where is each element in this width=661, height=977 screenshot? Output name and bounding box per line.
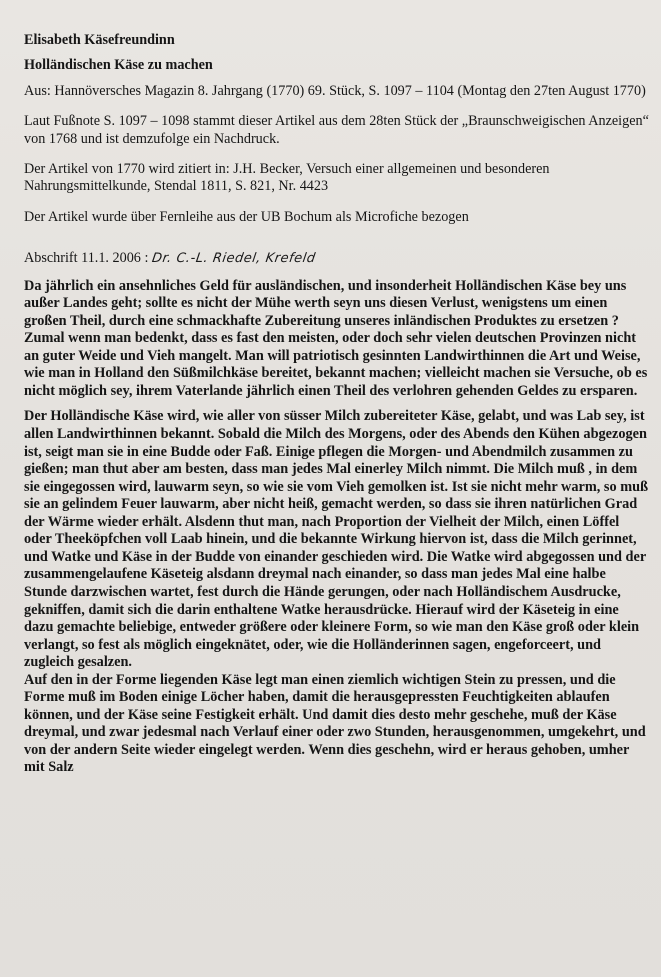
body-paragraph-1: Da jährlich ein ansehnliches Geld für ausländischen, und insonderheit Holländischen Käse bey uns außer Landes geht; sollte es nicht der Mühe werth seyn uns diesen Verlust, wenigstens um einen großen Theil, durch eine schmackhafte Zubereitung unseres inländischen Produktes zu ersetzen ? [24,277,627,329]
body-paragraph-3: Der Holländische Käse wird, wie aller von süsser Milch zubereiteter Käse, gelabt, und was Lab sey, ist allen Landwirthinnen bekannt. Sobald die Milch des Morgens, oder des Abends den Kühen abgezogen ist, seigt man sie in eine Budde oder Faß. Einige pflegen die Morgen- und Abendmilch zusammen zu gießen; man thut aber am besten, dass man jedes Mal einerley Milch nimmt. Die Milch muß , in dem sie eingegossen wird, lauwarm seyn, so wie sie vom Vieh gemolken ist. Ist sie nicht mehr warm, so muß sie an gelindem Feuer lauwarm, aber nicht heiß, gemacht werden, so dass sie ihren natürlichen Grad der Wärme wieder erhält. Alsdenn thut man, nach Proportion der Vielheit der Milch, einen Löffel oder Theeköpfchen voll Laab hinein, und die bekannte Wirkung hiervon ist, dass die Milch gerinnet, und Watke und Käse in der Budde von einander geschieden wird. Die Watke wird abgegossen und der zusammengelaufene Käseteig alsdann dreymal nach einander, so dass man jedes Mal eine halbe Stunde darzwischen wartet, fest durch die Hände gerungen, oder nach Holländischem Ausdrucke, gekniffen, damit sich die darin enthaltene Watke herausdrücke. Hierauf wird der Käseteig in eine dazu gemachte beliebige, entweder größere oder kleinere Form, so wie man den Käse groß oder klein verlangt, so fest als möglich eingeknätet, oder, wie die Holländerinnen sagen, engeforceert, und zugleich gesalzen. [24,408,649,671]
handwritten-signature: Dr. C.-L. Riedel, Krefeld [150,251,317,267]
citation-note: Der Artikel von 1770 wird zitiert in: J.H. Becker, Versuch einer allgemeinen und besonderen Nahrungsmittelkunde, Stendal 1811, S. 821, Nr. 4423 [24,161,550,195]
body-paragraph-2: Zumal wenn man bedenkt, dass es fast den meisten, oder doch sehr vielen deutschen Provinzen nicht an guter Weide und Vieh mangelt. Man will patriotisch gesinnten Landwirthinnen die Art und Weise, wie man in Holland den Süßmilchkäse bereitet, bekannt machen; vielleicht machen sie Versuche, ob es nicht möglich sey, ihrem Vaterlande jährlich einen Theil des verlohren gehenden Geldes zu ersparen. [24,330,648,399]
author-name: Elisabeth Käsefreundinn [24,32,175,48]
article-title: Holländischen Käse zu machen [24,57,213,74]
footnote-note: Laut Fußnote S. 1097 – 1098 stammt dieser Artikel aus dem 28ten Stück der „Braunschweigischen Anzeigen“ von 1768 und ist demzufolge ein Nachdruck. [24,113,649,147]
origin-note: Der Artikel wurde über Fernleihe aus der UB Bochum als Microfiche bezogen [24,208,469,225]
document-content [24,32,649,777]
body-paragraph-4: Auf den in der Forme liegenden Käse legt man einen ziemlich wichtigen Stein zu pressen, und die Forme muß im Boden einige Löcher haben, damit die herausgepressten Feuchtigkeiten ablaufen können, und der Käse seine Festigkeit erhält. Und damit dies desto mehr geschehe, muß der Käse dreymal, und zwar jedesmal nach Verlauf einer oder zwo Stunden, herausgenommen, umgekehrt, und von der andern Seite wieder eingelegt werden. Wenn dies geschehn, wird er heraus gehoben, umher mit Salz [24,671,646,776]
source-reference: Aus: Hannöversches Magazin 8. Jahrgang (1770) 69. Stück, S. 1097 – 1104 (Montag den 27ten August 1770) [24,82,646,99]
transcript-line [24,250,649,267]
transcript-label: Abschrift 11.1. 2006 : [24,250,149,267]
